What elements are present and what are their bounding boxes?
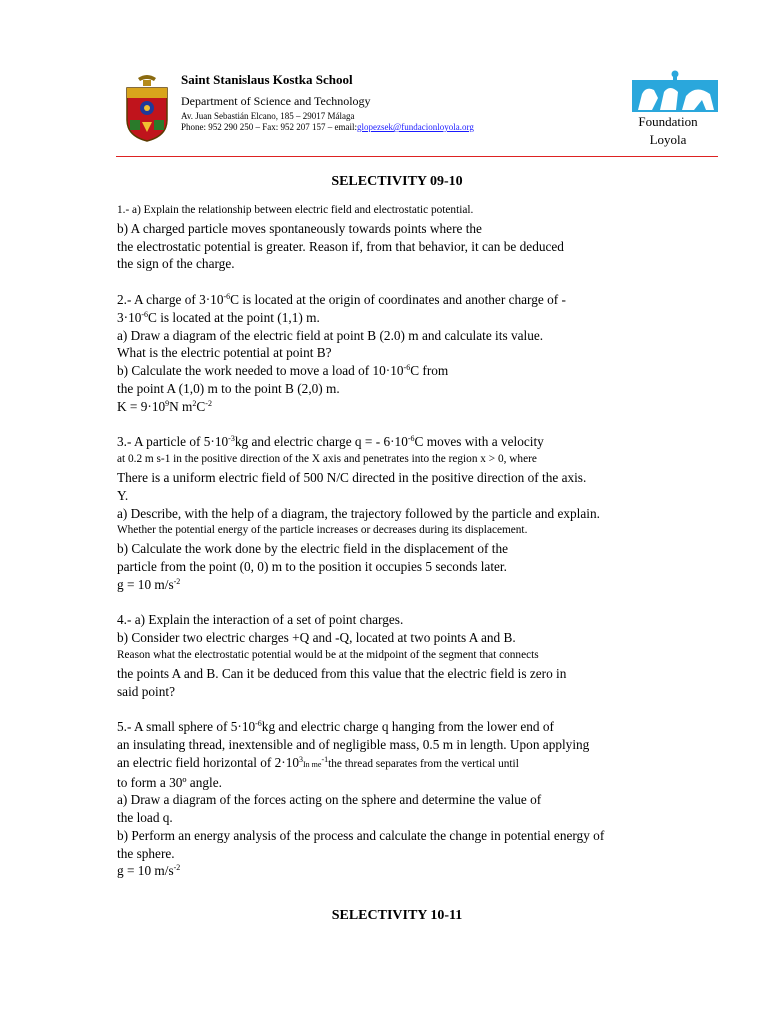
q3-line-6: Whether the potential energy of the particle increases or decreases during its displacement. — [117, 524, 528, 537]
school-address: Av. Juan Sebastián Elcano, 185 – 29017 Málaga — [181, 111, 355, 121]
q4-line-5: said point? — [117, 683, 175, 699]
q2-line-5: b) Calculate the work needed to move a load of $10\cdot 10^{-6}C$ from — [117, 363, 449, 379]
q3-line-2: at 0.2 m s-1 in the positive direction of the X axis and penetrates into the region x > 0, where — [117, 453, 537, 466]
q3-line-8: particle from the point (0, 0) m to the position it occupies 5 seconds later. — [117, 558, 507, 574]
q5-line-5: a) Draw a diagram of the forces acting on the sphere and determine the value of — [117, 792, 542, 808]
foundation-logo-icon — [632, 70, 718, 112]
q2-line-1: 2.- A charge of $3\cdot 10^{-6}C$ is located at the origin of coordinates and another charge of - — [117, 291, 566, 307]
section-title-10-11: SELECTIVITY 10-11 — [331, 908, 463, 924]
section-title-09-10: SELECTIVITY 09-10 — [331, 174, 463, 189]
q2-line-6: the point A (1,0) m to the point B (2,0) m. — [117, 380, 340, 396]
foundation-line-2: Loyola — [649, 132, 687, 147]
foundation-name — [616, 113, 720, 149]
q1-line-b3: the sign of the charge. — [117, 256, 235, 272]
q5-line-8: the sphere. — [117, 845, 175, 861]
q2-line-2: $3\cdot 10^{-6}C$ is located at the point (1,1) m. — [117, 309, 320, 325]
q3-line-1: 3.- A particle of $5\cdot 10^{-3}kg$ and electric charge q = - $6\cdot 10^{-6}C$ moves with a velocity — [117, 434, 544, 450]
q5-gravity: g = 10 $m/s^{-2}$ — [117, 863, 181, 879]
question-2 — [117, 291, 677, 416]
q2-line-4: What is the electric potential at point B? — [117, 345, 332, 361]
q5-line-4: to form a 30º angle. — [117, 774, 222, 790]
q3-gravity: g = 10 $m/s^{-2}$ — [117, 576, 181, 592]
question-4 — [117, 611, 677, 700]
school-crest-icon — [124, 72, 170, 142]
department-name: Department of Science and Technology — [181, 94, 371, 108]
school-name: Saint Stanislaus Kostka School — [181, 72, 353, 87]
q1-line-b2: the electrostatic potential is greater. Reason if, from that behavior, it can be deduced — [117, 238, 564, 254]
q5-line-1: 5.- A small sphere of $5\cdot 10^{-6}kg$ and electric charge q hanging from the lower end of — [117, 719, 554, 735]
q4-line-3: Reason what the electrostatic potential would be at the midpoint of the segment that connects — [117, 648, 539, 661]
question-5 — [117, 718, 677, 880]
contact-line — [181, 122, 474, 132]
q2-line-3: a) Draw a diagram of the electric field at point B (2.0) m and calculate its value. — [117, 327, 544, 343]
document-header — [0, 0, 768, 160]
q5-line-2: an insulating thread, inextensible and of negligible mass, 0.5 m in length. Upon applying — [117, 736, 590, 752]
phone-fax-text: Phone: 952 290 250 – Fax: 952 207 157 – email: — [181, 122, 357, 132]
q1-line-a: 1.- a) Explain the relationship between electric field and electrostatic potential. — [117, 204, 474, 216]
q4-line-4: the points A and B. Can it be deduced from this value that the electric field is zero in — [117, 665, 567, 681]
q3-line-4: Y. — [117, 487, 129, 503]
document-body — [117, 174, 677, 924]
q4-line-2: b) Consider two electric charges +Q and -Q, located at two points A and B. — [117, 630, 516, 646]
header-divider — [116, 156, 718, 157]
foundation-line-1: Foundation — [638, 114, 698, 129]
q3-line-5: a) Describe, with the help of a diagram, the trajectory followed by the particle and explain. — [117, 505, 600, 521]
q5-line-7: b) Perform an energy analysis of the process and calculate the change in potential energy of — [117, 827, 605, 843]
q3-line-7: b) Calculate the work done by the electric field in the displacement of the — [117, 541, 509, 557]
question-3 — [117, 433, 677, 593]
q4-line-1: 4.- a) Explain the interaction of a set of point charges. — [117, 612, 404, 628]
q2-constant-k: $K = 9\cdot 10^9N$ $m^2C^{-2}$ — [117, 398, 212, 414]
q1-line-b1: b) A charged particle moves spontaneously towards points where the — [117, 220, 482, 236]
q5-line-6: the load q. — [117, 810, 173, 826]
q3-line-3: There is a uniform electric field of 500 N/C directed in the positive direction of the axis. — [117, 469, 587, 485]
q5-line-3: an electric field horizontal of $2\cdot 10^3In$ $me^{-1}the$ thread separates from the vertical until — [117, 754, 519, 770]
question-1 — [117, 202, 677, 273]
email-link[interactable]: glopezsek@fundacionloyola.org — [357, 122, 474, 132]
